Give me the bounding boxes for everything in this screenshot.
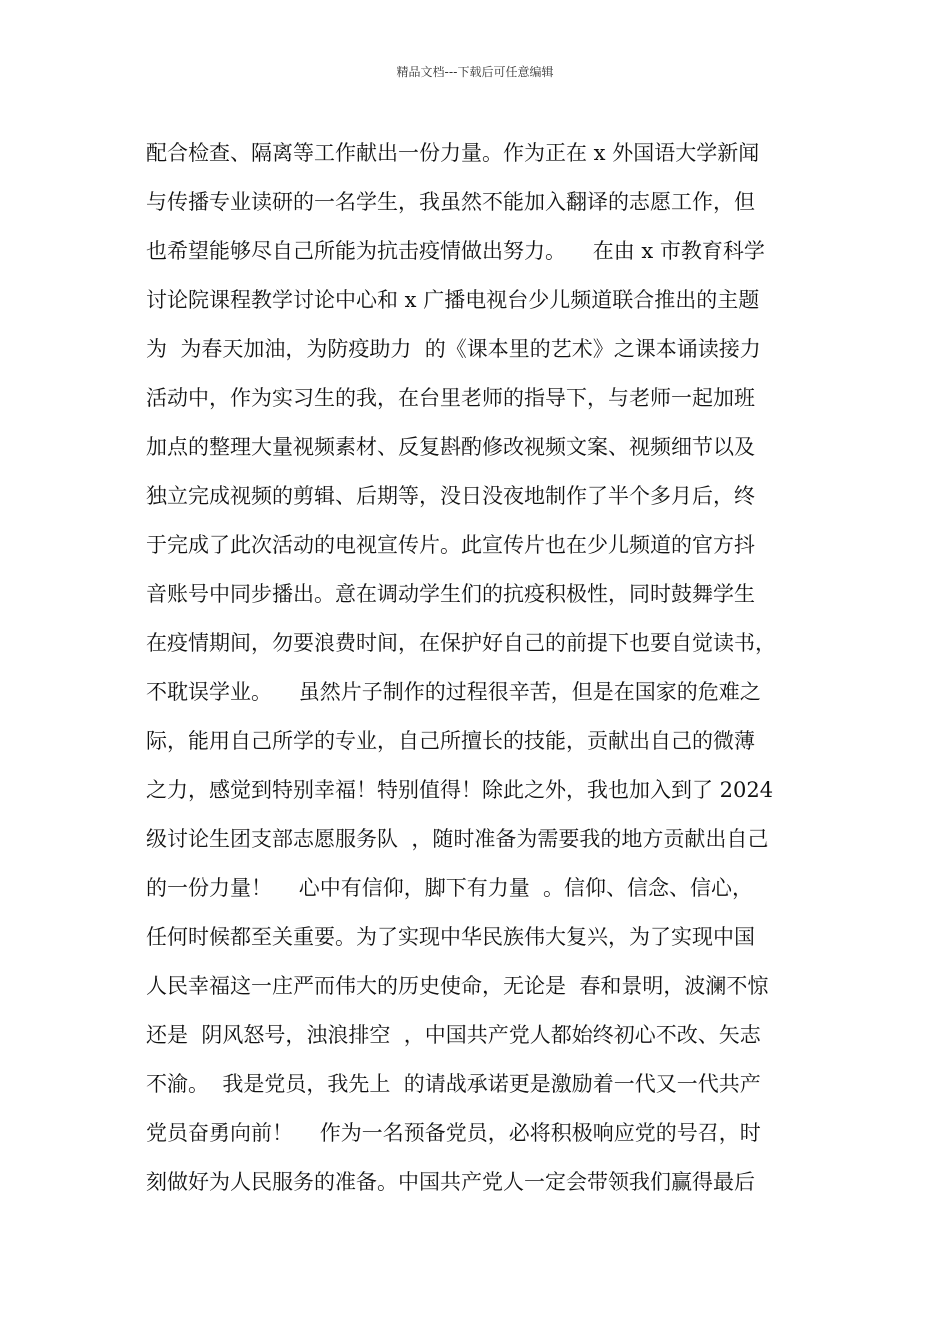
text-line: 还是 阴风怒号，浊浪排空 ，中国共产党人都始终初心不改、矢志: [146, 1023, 761, 1047]
text-line: 音账号中同步播出。意在调动学生们的抗疫积极性，同时鼓舞学生: [146, 582, 755, 606]
text-line: 独立完成视频的剪辑、后期等，没日没夜地制作了半个多月后，终: [146, 484, 755, 508]
text-line: 任何时候都至关重要。为了实现中华民族伟大复兴，为了实现中国: [146, 925, 755, 949]
text-line: 不耽误学业。 虽然片子制作的过程很辛苦，但是在国家的危难之: [146, 680, 761, 704]
text-line: 不渝。 我是党员，我先上 的请战承诺更是激励着一代又一代共产: [146, 1072, 761, 1096]
text-line: 之力，感觉到特别幸福！特别值得！除此之外，我也加入到了 2024: [146, 778, 774, 802]
text-line: 加点的整理大量视频素材、反复斟酌修改视频文案、视频细节以及: [146, 435, 755, 459]
text-line: 活动中，作为实习生的我，在台里老师的指导下，与老师一起加班: [146, 386, 755, 410]
text-line: 配合检查、隔离等工作献出一份力量。作为正在 x 外国语大学新闻: [146, 141, 760, 165]
text-line: 级讨论生团支部志愿服务队 ，随时准备为需要我的地方贡献出自己: [146, 827, 769, 851]
text-line: 与传播专业读研的一名学生，我虽然不能加入翻译的志愿工作，但: [146, 190, 755, 214]
text-line: 际，能用自己所学的专业，自己所擅长的技能，贡献出自己的微薄: [146, 729, 755, 753]
text-line: 的一份力量！ 心中有信仰，脚下有力量 。信仰、信念、信心，: [146, 876, 754, 900]
text-line: 也希望能够尽自己所能为抗击疫情做出努力。 在由 x 市教育科学: [146, 239, 765, 263]
text-line: 为 为春天加油，为防疫助力 的《课本里的艺术》之课本诵读接力: [146, 337, 761, 361]
body-text: [146, 129, 826, 1207]
text-line: 刻做好为人民服务的准备。中国共产党人一定会带领我们赢得最后: [146, 1170, 755, 1194]
text-line: 党员奋勇向前！ 作为一名预备党员，必将积极响应党的号召，时: [146, 1121, 761, 1145]
text-line: 人民幸福这一庄严而伟大的历史使命，无论是 春和景明，波澜不惊: [146, 974, 769, 998]
page-header: 精品文档---下载后可任意编辑: [396, 65, 554, 79]
text-line: 在疫情期间，勿要浪费时间，在保护好自己的前提下也要自觉读书，: [146, 631, 776, 655]
text-line: 讨论院课程教学讨论中心和 x 广播电视台少儿频道联合推出的主题: [146, 288, 760, 312]
text-line: 于完成了此次活动的电视宣传片。此宣传片也在少儿频道的官方抖: [146, 533, 755, 557]
